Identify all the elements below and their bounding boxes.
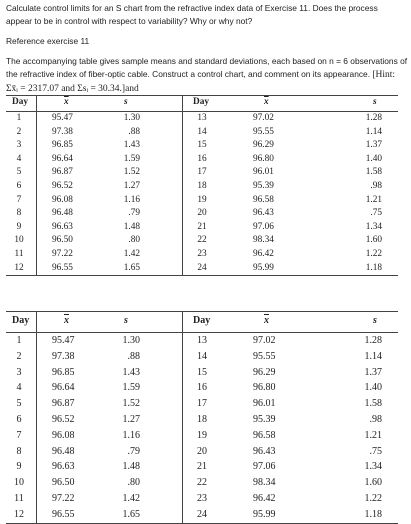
cell-s: 1.16 <box>123 194 140 205</box>
cell-xbar: 97.06 <box>253 461 276 473</box>
cell-xbar: 96.52 <box>52 180 73 191</box>
cell-s: 1.30 <box>122 335 140 346</box>
cell-day: 13 <box>197 335 207 346</box>
cell-xbar: 96.85 <box>52 366 75 378</box>
cell-day: 6 <box>16 180 22 191</box>
cell-xbar: 97.02 <box>253 113 274 123</box>
cell-day: 6 <box>16 413 22 425</box>
reference-label: Reference exercise 11 <box>6 36 90 46</box>
cell-xbar: 96.43 <box>253 445 276 457</box>
cell-day: 2 <box>16 350 22 362</box>
cell-s: 1.58 <box>365 167 382 178</box>
cell-day: 9 <box>16 221 22 232</box>
cell-s: .75 <box>370 208 382 219</box>
cell-xbar: 96.55 <box>52 262 73 273</box>
cell-day: 5 <box>16 398 22 410</box>
cell-day: 11 <box>14 492 24 504</box>
cell-xbar: 96.08 <box>52 194 73 205</box>
cell-s: 1.42 <box>123 248 140 259</box>
cell-s: 1.27 <box>123 180 140 191</box>
table-row <box>6 126 398 140</box>
cell-xbar: 96.80 <box>253 382 276 394</box>
cell-xbar: 96.63 <box>52 221 73 232</box>
cell-s: 1.34 <box>365 221 382 232</box>
cell-xbar: 96.29 <box>253 140 274 151</box>
cell-day: 14 <box>197 126 207 137</box>
table-body <box>6 112 398 276</box>
cell-xbar: 96.01 <box>253 398 276 410</box>
cell-day: 7 <box>16 429 22 441</box>
cell-s: 1.65 <box>123 262 140 273</box>
column-divider <box>182 311 183 524</box>
header-xbar-2: $\overline{x}$ <box>264 97 269 107</box>
cell-s: .80 <box>128 235 140 246</box>
table-row <box>6 333 398 349</box>
data-table-small <box>6 95 398 276</box>
table-row <box>6 396 398 412</box>
table-body <box>6 333 398 524</box>
cell-s: 1.58 <box>364 398 382 410</box>
cell-day: 17 <box>197 167 207 178</box>
cell-s: .79 <box>127 445 140 457</box>
cell-day: 9 <box>16 461 22 473</box>
header-day: Day <box>12 97 29 107</box>
cell-s: 1.40 <box>364 382 382 394</box>
description-hint: [Hint: Σx̄ᵢ = 2317.07 and Σsᵢ = 30.34.]and <box>6 70 396 94</box>
cell-xbar: 96.50 <box>52 477 75 489</box>
table-row <box>6 507 398 523</box>
cell-s: .98 <box>370 180 382 191</box>
cell-day: 21 <box>197 461 207 473</box>
cell-s: 1.27 <box>122 413 140 425</box>
cell-s: 1.28 <box>365 113 382 123</box>
column-divider <box>36 95 37 276</box>
cell-xbar: 96.87 <box>52 167 73 178</box>
cell-day: 19 <box>197 429 207 441</box>
data-table-large <box>6 311 398 524</box>
cell-s: 1.40 <box>365 153 382 164</box>
cell-s: 1.21 <box>365 194 382 205</box>
cell-day: 12 <box>14 262 24 273</box>
cell-day: 24 <box>197 262 207 273</box>
cell-s: 1.28 <box>364 335 382 346</box>
cell-day: 15 <box>197 366 207 378</box>
cell-xbar: 95.47 <box>52 113 73 123</box>
cell-day: 1 <box>16 113 22 123</box>
cell-xbar: 96.85 <box>52 140 73 151</box>
header-s: s <box>124 315 128 326</box>
cell-day: 21 <box>197 221 207 232</box>
cell-s: .88 <box>127 350 140 362</box>
cell-xbar: 96.63 <box>52 461 75 473</box>
table-row <box>6 248 398 262</box>
cell-xbar: 95.39 <box>253 413 276 425</box>
cell-xbar: 96.42 <box>253 492 276 504</box>
cell-s: 1.48 <box>122 461 140 473</box>
cell-s: 1.21 <box>364 429 382 441</box>
cell-day: 13 <box>197 113 207 123</box>
header-xbar: $\overline{x}$ <box>64 315 69 326</box>
table-row <box>6 221 398 235</box>
cell-day: 20 <box>197 445 207 457</box>
cell-s: 1.48 <box>123 221 140 232</box>
cell-xbar: 97.02 <box>253 335 276 346</box>
cell-s: 1.42 <box>122 492 140 504</box>
header-xbar-2: $\overline{x}$ <box>264 315 269 326</box>
table-row <box>6 139 398 153</box>
cell-xbar: 96.52 <box>52 413 75 425</box>
cell-day: 15 <box>197 140 207 151</box>
table-row <box>6 365 398 381</box>
cell-s: .75 <box>369 445 382 457</box>
cell-day: 16 <box>197 382 207 394</box>
table-row <box>6 262 398 276</box>
cell-s: 1.16 <box>122 429 140 441</box>
cell-s: 1.34 <box>364 461 382 473</box>
cell-day: 14 <box>197 350 207 362</box>
cell-xbar: 98.34 <box>253 235 274 246</box>
description-intro: The accompanying table gives sample means and standard deviations, each based on n = 6 observations of the refractive index of fiber-optic cable. Construct a control chart, and comment on its appearance. <box>6 56 408 79</box>
cell-s: .88 <box>128 126 140 137</box>
table-row <box>6 491 398 507</box>
header-s: s <box>124 97 128 107</box>
cell-xbar: 96.64 <box>52 153 73 164</box>
cell-s: .98 <box>369 413 382 425</box>
cell-xbar: 96.29 <box>253 366 276 378</box>
table-row <box>6 380 398 396</box>
table-header <box>6 95 398 112</box>
table-row <box>6 412 398 428</box>
cell-day: 12 <box>14 508 24 520</box>
cell-day: 17 <box>197 398 207 410</box>
cell-s: 1.59 <box>122 382 140 394</box>
cell-xbar: 97.38 <box>52 126 73 137</box>
table-row <box>6 428 398 444</box>
cell-day: 10 <box>14 477 24 489</box>
cell-s: 1.14 <box>364 350 382 362</box>
table-row <box>6 234 398 248</box>
table-row <box>6 207 398 221</box>
header-day-2: Day <box>193 97 210 107</box>
cell-day: 2 <box>16 126 22 137</box>
cell-xbar: 96.01 <box>253 167 274 178</box>
cell-day: 10 <box>14 235 24 246</box>
cell-xbar: 97.22 <box>52 248 73 259</box>
cell-s: 1.22 <box>364 492 382 504</box>
cell-s: .79 <box>128 208 140 219</box>
header-xbar: $\overline{x}$ <box>64 97 69 107</box>
cell-s: 1.14 <box>365 126 382 137</box>
cell-xbar: 96.08 <box>52 429 75 441</box>
cell-day: 16 <box>197 153 207 164</box>
cell-s: 1.52 <box>123 167 140 178</box>
header-day-2: Day <box>193 315 211 326</box>
cell-day: 3 <box>16 140 22 151</box>
cell-xbar: 98.34 <box>253 477 276 489</box>
table-row <box>6 153 398 167</box>
cell-xbar: 95.99 <box>253 262 274 273</box>
cell-day: 20 <box>197 208 207 219</box>
cell-s: 1.43 <box>123 140 140 151</box>
cell-day: 22 <box>197 477 207 489</box>
cell-s: 1.60 <box>364 477 382 489</box>
cell-day: 4 <box>16 382 22 394</box>
cell-xbar: 96.48 <box>52 208 73 219</box>
cell-day: 8 <box>16 208 22 219</box>
cell-xbar: 96.87 <box>52 398 75 410</box>
cell-day: 19 <box>197 194 207 205</box>
cell-xbar: 96.42 <box>253 248 274 259</box>
header-s-2: s <box>373 315 377 326</box>
table-row <box>6 166 398 180</box>
cell-xbar: 96.43 <box>253 208 274 219</box>
cell-s: 1.43 <box>122 366 140 378</box>
cell-day: 8 <box>16 445 22 457</box>
question-text: Calculate control limits for an S chart from the refractive index data of Exercise 11. Does the process appear to be in control with respect to variability? Why or why not? <box>6 3 378 26</box>
column-divider <box>182 95 183 276</box>
cell-s: 1.65 <box>122 508 140 520</box>
header-s-2: s <box>373 97 377 107</box>
table-row <box>6 194 398 208</box>
cell-s: 1.18 <box>364 508 382 520</box>
column-divider <box>36 311 37 524</box>
cell-day: 24 <box>197 508 207 520</box>
cell-xbar: 96.64 <box>52 382 75 394</box>
cell-day: 3 <box>16 366 22 378</box>
cell-xbar: 95.39 <box>253 180 274 191</box>
cell-xbar: 97.06 <box>253 221 274 232</box>
cell-xbar: 96.48 <box>52 445 75 457</box>
cell-day: 23 <box>197 492 207 504</box>
cell-xbar: 95.99 <box>253 508 276 520</box>
cell-s: 1.22 <box>365 248 382 259</box>
exercise-description <box>6 55 408 96</box>
cell-xbar: 96.55 <box>52 508 75 520</box>
table-row <box>6 112 398 126</box>
cell-day: 11 <box>14 248 24 259</box>
table-row <box>6 180 398 194</box>
table-header <box>6 311 398 333</box>
cell-xbar: 96.58 <box>253 194 274 205</box>
table-row <box>6 444 398 460</box>
cell-s: 1.37 <box>365 140 382 151</box>
cell-xbar: 95.55 <box>253 126 274 137</box>
cell-day: 18 <box>197 180 207 191</box>
cell-s: 1.52 <box>122 398 140 410</box>
cell-s: 1.37 <box>364 366 382 378</box>
cell-xbar: 96.58 <box>253 429 276 441</box>
header-day: Day <box>12 315 30 326</box>
cell-xbar: 95.55 <box>253 350 276 362</box>
cell-s: 1.30 <box>123 113 140 123</box>
table-row <box>6 349 398 365</box>
cell-day: 7 <box>16 194 22 205</box>
cell-s: 1.18 <box>365 262 382 273</box>
cell-xbar: 95.47 <box>52 335 75 346</box>
cell-xbar: 96.80 <box>253 153 274 164</box>
table-row <box>6 475 398 491</box>
cell-xbar: 96.50 <box>52 235 73 246</box>
cell-s: .80 <box>127 477 140 489</box>
cell-day: 18 <box>197 413 207 425</box>
cell-s: 1.59 <box>123 153 140 164</box>
table-row <box>6 459 398 475</box>
cell-s: 1.60 <box>365 235 382 246</box>
cell-xbar: 97.38 <box>52 350 75 362</box>
cell-day: 1 <box>16 335 22 346</box>
cell-day: 22 <box>197 235 207 246</box>
cell-xbar: 97.22 <box>52 492 75 504</box>
cell-day: 23 <box>197 248 207 259</box>
cell-day: 4 <box>16 153 22 164</box>
cell-day: 5 <box>16 167 22 178</box>
